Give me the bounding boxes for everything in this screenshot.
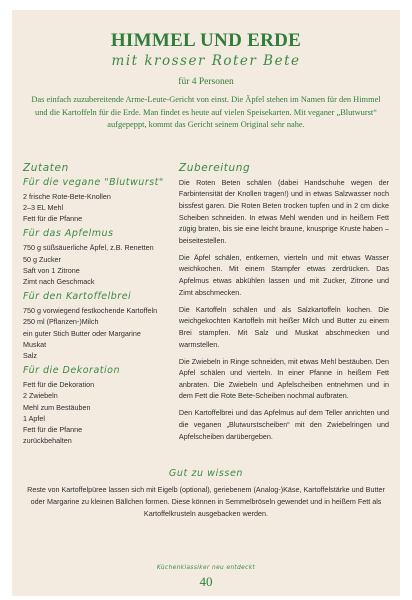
ingredient-list <box>23 242 169 287</box>
recipe-panel <box>12 10 400 596</box>
ingredient-item: 750 g vorwiegend festkochende Kartoffeln <box>23 306 158 316</box>
preparation-step: Die Kartoffeln schälen und als Salzkartoffeln kochen. Die weichgekochten Kartoffeln mit heißer Milch und Butter zu einem Brei stampfen. Mit Salz und Muskat abschmecken und warmstellen. <box>178 304 389 349</box>
ingredient-item: ein guter Stich Butter oder Margarine <box>23 328 141 338</box>
ingredient-item: Zimt nach Geschmack <box>23 277 95 286</box>
preparation-step: Die Roten Beten schälen (dabei Handschuhe wegen der Farbintensität der Knollen tragen!) und in etwas Salzwasser noch bissfest garen. Die Roten Beten trocken tupfen und in 2 cm dicke Scheiben schneiden. In etwas Mehl wenden und in heißem Fett zügig braten, bis sie eine leicht braune, knusprige Kruste haben – beiseitestellen. <box>178 177 389 245</box>
tip-text: Reste von Kartoffelpüree lassen sich mit Eigelb (optional), geriebenem (Analog-)Käse, Kartoffelstärke und Butter oder Margarine zu kleinen Bällchen formen. Diese können in Semmelbröseln gewendet und in heißem Fett als Kartoffelkrusteln ausgebacken werden. <box>27 484 385 518</box>
ingredient-item: Fett für die Dekoration <box>23 380 95 390</box>
ingredient-item: Saft von 1 Zitrone <box>23 265 80 275</box>
ingredient-item: Muskat <box>23 339 47 349</box>
ingredient-list <box>23 379 169 446</box>
ingredient-item: 2 frische Rote-Bete-Knollen <box>23 191 111 201</box>
ingredient-item: Salz <box>23 351 37 361</box>
ingredient-item: 50 g Zucker <box>23 254 61 264</box>
ingredient-group-title: Für die Dekoration <box>23 365 120 377</box>
ingredient-item: Fett für die Pfanne <box>23 214 83 224</box>
preparation-step: Den Kartoffelbrei und das Apfelmus auf dem Teller anrichten und die veganen „Blutwurstscheiben“ mit den Zwiebelringen und Apfelscheiben darübergeben. <box>178 408 389 441</box>
servings: für 4 Personen <box>178 77 234 87</box>
ingredient-item: 2–3 EL Mehl <box>23 202 64 212</box>
ingredients-heading: Zutaten <box>23 161 69 174</box>
recipe-intro: Das einfach zuzubereitende Arme-Leute-Gericht von einst. Die Äpfel stehen im Namen für den Himmel und die Kartoffeln für die Erde. Man findet es heute auf vielen Speisekarten. Mit veganer „Blutwurst“ aufgepeppt, kommt das Gericht seinem Original sehr nahe. <box>31 95 381 130</box>
ingredient-item: 2 Zwiebeln <box>23 391 58 401</box>
ingredient-item: Mehl zum Bestäuben <box>23 402 91 412</box>
recipe-subtitle: mit krosser Roter Bete <box>111 53 301 69</box>
preparation-step: Die Zwiebeln in Ringe schneiden, mit etwas Mehl bestäuben. Den Apfel schälen und vierteln. In einer Pfanne in heißem Fett anbraten. Die Zwiebeln und Apfelscheiben entnehmen und in dem Fett die Rote Bete-Scheiben nochmal aufbraten. <box>178 356 389 401</box>
ingredients-column <box>23 162 173 448</box>
recipe-columns <box>23 148 389 448</box>
preparation-column <box>173 162 389 448</box>
ingredient-item: 750 g süßsäuerliche Äpfel, z.B. Renetten <box>23 243 154 253</box>
recipe-title: HIMMEL UND ERDE <box>110 30 302 51</box>
ingredient-group-title: Für den Kartoffelbrei <box>23 291 132 303</box>
page-number: 40 <box>199 574 213 589</box>
preparation-step: Die Äpfel schälen, entkernen, vierteln und mit etwas Wasser weichkochen. Mit einem Stampfer etwas zerdrücken. Das Apfelmus etwas abkühlen lassen und mit Zucker, Zitrone und Zimt abschmecken. <box>178 252 389 297</box>
preparation-heading: Zubereitung <box>178 161 251 174</box>
ingredient-item: 1 Apfel <box>23 413 45 423</box>
ingredient-list <box>23 191 169 225</box>
page-footer <box>12 565 400 590</box>
ingredient-item: 250 ml (Pflanzen-)Milch <box>23 317 99 327</box>
ingredient-item: zurückbehalten <box>23 436 72 446</box>
tip-heading: Gut zu wissen <box>168 467 244 479</box>
ingredient-list <box>23 305 169 361</box>
ingredient-item: Fett für die Pfanne <box>23 425 83 435</box>
ingredient-group-title: Für das Apfelmus <box>23 228 114 240</box>
book-title: Küchenklassiker neu entdeckt <box>156 565 256 571</box>
ingredient-group-title: Für die vegane "Blutwurst" <box>23 176 164 188</box>
